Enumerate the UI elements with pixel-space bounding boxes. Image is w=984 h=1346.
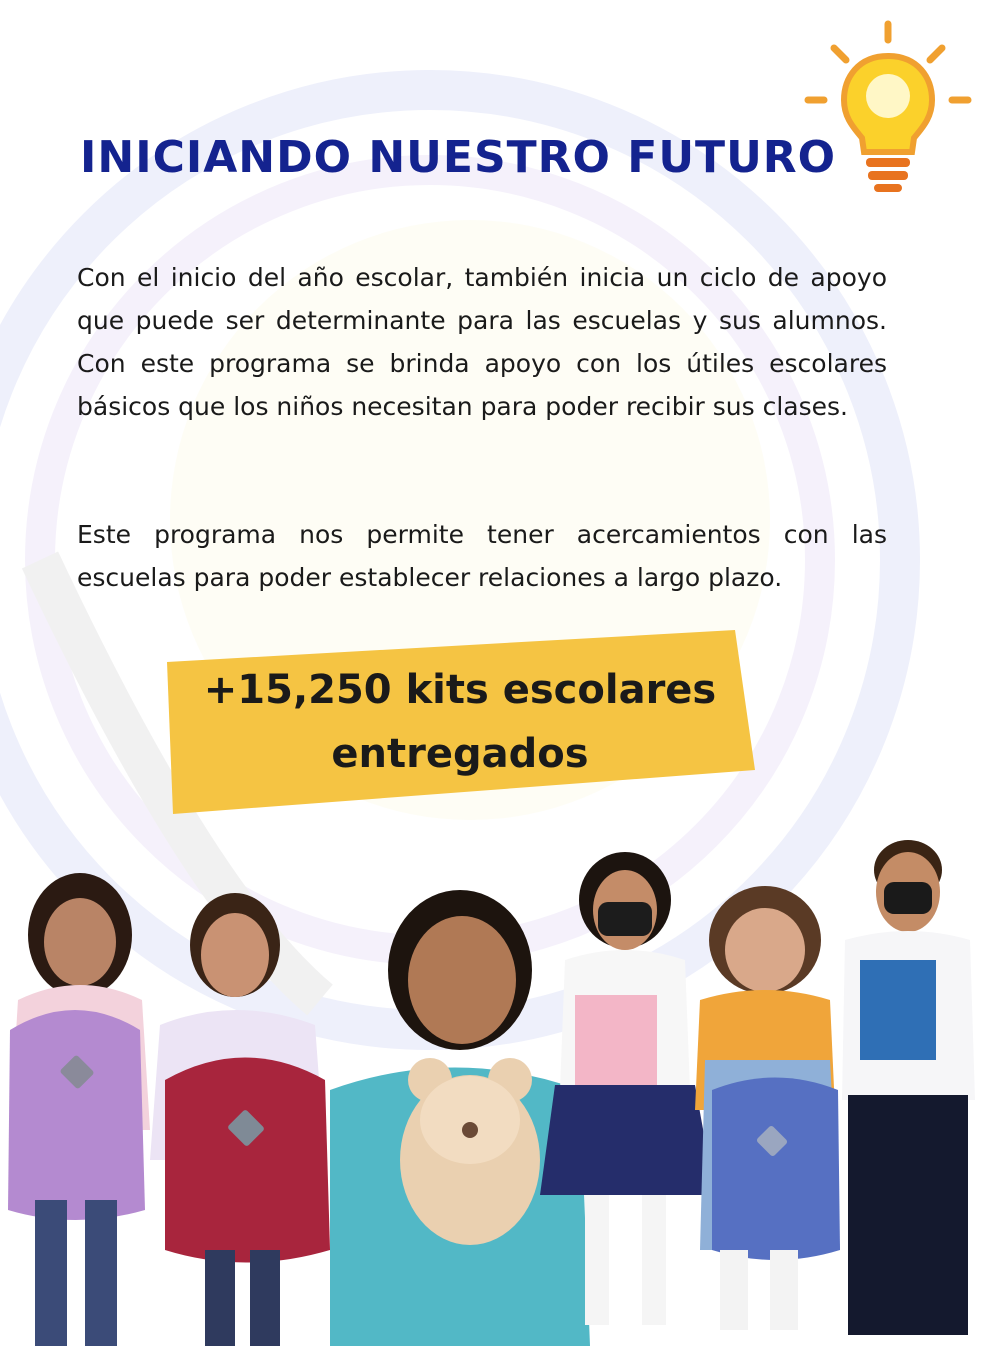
relations-paragraph: Este programa nos permite tener acercamientos con las escuelas para poder establecer relaciones a largo plazo. (77, 520, 887, 592)
children-group-photo (0, 830, 984, 1346)
lightbulb-icon (800, 18, 976, 198)
page-title: INICIANDO NUESTRO FUTURO (80, 132, 837, 183)
child-1 (8, 873, 150, 1346)
kits-highlight-banner (155, 628, 760, 820)
intro-paragraph: Con el inicio del año escolar, también inicia un ciclo de apoyo que puede ser determinante para las escuelas y sus alumnos. Con este programa se brinda apoyo con los útiles escolares básicos que los niños necesitan para poder recibir sus clases. (77, 263, 887, 421)
kits-highlight-text: +15,250 kits escolares entregados (203, 667, 717, 777)
child-2 (150, 893, 330, 1346)
child-6 (842, 840, 975, 1335)
child-5 (695, 886, 840, 1330)
